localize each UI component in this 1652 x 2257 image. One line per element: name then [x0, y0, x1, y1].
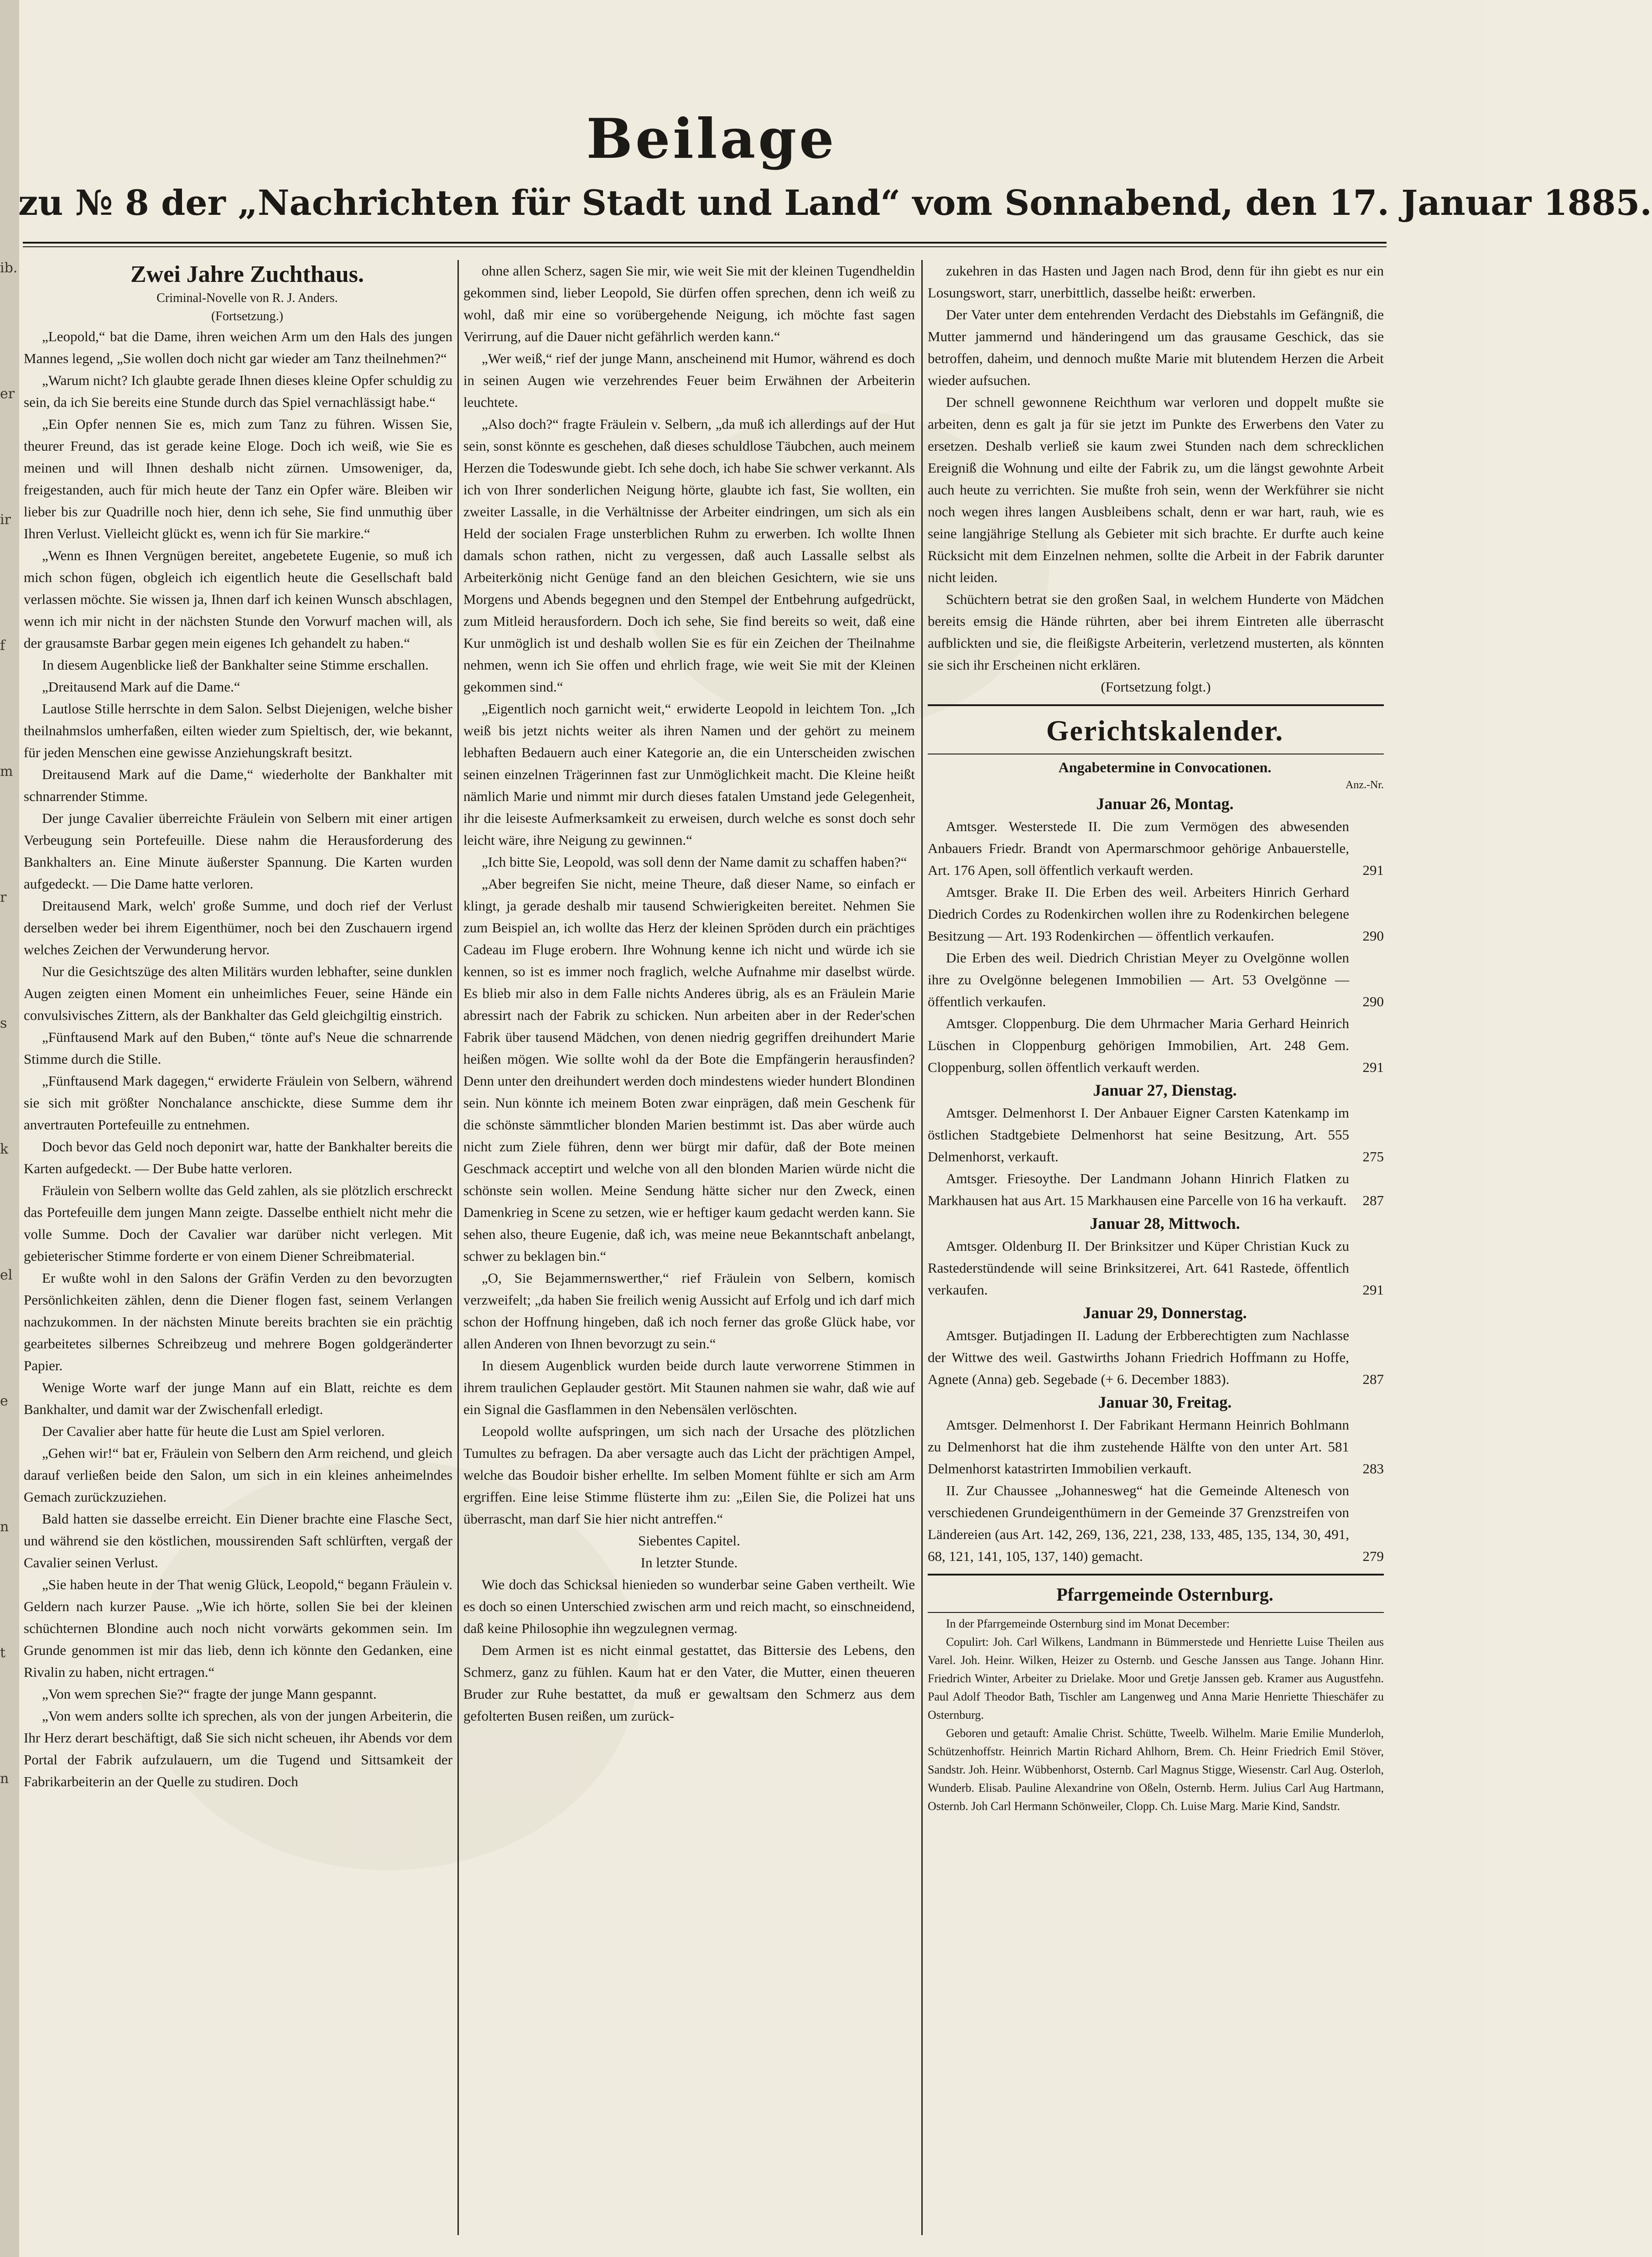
story-paragraph: „Ich bitte Sie, Leopold, was soll denn der Name damit zu schaffen haben?“: [482, 854, 907, 870]
calendar-entry-number: 279: [1362, 1548, 1384, 1564]
story-paragraph: Der Cavalier aber hatte für heute die Lust am Spiel verloren.: [42, 1423, 385, 1439]
story-paragraph: „Gehen wir!“ bat er, Fräulein von Selbern den Arm reichend, und gleich darauf verließen beide den Salon, um sich in ein kleines anheimelndes Gemach zurückzuziehen.: [24, 1445, 452, 1505]
right-column: [928, 260, 1384, 2235]
adjacent-page-fragment: ir: [0, 512, 11, 528]
story-paragraph: Der schnell gewonnene Reichthum war verloren und doppelt mußte sie arbeiten, denn es galt ja für sie jetzt im Punkte des Erwerbens den Vater zu ersetzen. Deshalb verließ sie kaum zwei Stunden nach dem schrecklichen Ereigniß die Wohnung und eilte der Fabrik zu, um die längst gewohnte Arbeit auch heute zu verrichten. Sie mußte froh sein, wenn der Werkführer sie nicht noch wegen ihres langen Ausbleibens schalt, denn er war hart, rauh, wie es seine langjährige Stellung als Gebieter mit sich brachte. Er durfte auch keine Rücksicht mit dem Einzelnen nehmen, sollte die Arbeit in der Fabrik darunter nicht leiden.: [928, 394, 1384, 585]
story-paragraph: Er wußte wohl in den Salons der Gräfin Verden zu den bevorzugten Persönlichkeiten zählen, denn die Diener flogen fast, seinem Verlangen nachzukommen. In der nächsten Minute bereits brachten sie ein prächtig gearbeitetes silbernes Schreibzeug und mehrere Bogen goldgeränderter Papier.: [24, 1270, 452, 1373]
supplement-subtitle: zu № 8 der „Nachrichten für Stadt und Land“ vom Sonnabend, den 17. Januar 1885.: [18, 182, 1652, 223]
story-paragraph: „Also doch?“ fragte Fräulein v. Selbern, „da muß ich allerdings auf der Hut sein, sonst könnte es geschehen, daß dieses schuldlose Täubchen, auch meinem Herzen die Todeswunde giebt. Ich sehe doch, ich habe Sie schwer verkannt. Als ich von Ihrer sonderlichen Neigung hörte, glaubte ich fast, Sie wollten, ein zweiter Lassalle, in die Verhältnisse der Arbeiter eindringen, um sich als ein Held der socialen Frage unsterblichen Ruhm zu erwerben. Ich wollte Ihnen damals schon rathen, nicht zu vergessen, daß auch Lassalle selbst als Arbeiterkönig nicht Genüge fand an den bleichen Gesichtern, wie sie uns Morgens und Abends begegnen und den Stempel der Entbehrung aufgedrückt, zum Mitleid herausfordern. Doch ich sehe, Sie find bereits so weit, daß eine Kur unmöglich ist und deshalb wollen Sie es für ein Zeichen der Theilnahme nehmen, wenn ich Sie offen und ehrlich frage, wie weit Sie mit der Kleinen gekommen sind.“: [463, 416, 915, 695]
adjacent-page-fragment: n: [0, 1771, 9, 1787]
story-paragraph: Wie doch das Schicksal hienieden so wunderbar seine Gaben vertheilt. Wie es doch so einen Unterschied zwischen arm und reich macht, so einschneidend, daß keine Philosophie ihn wegzulegnen vermag.: [463, 1576, 915, 1636]
calendar-entry: [928, 1414, 1384, 1480]
section-rule: [928, 704, 1384, 706]
parish-copulated: Copulirt: Joh. Carl Wilkens, Landmann in Bümmerstede und Henriette Luise Theilen aus Varel. Joh. Heinr. Wilken, Heizer zu Osternb. und Gesche Janssen aus Tange. Johann Hinr. Friedrich Winter, Arbeiter zu Drielake. Moor und Gretje Janssen geb. Kramer aus Augustfehn. Paul Adolf Theodor Bath, Tischler am Langenweg und Anna Marie Henriette Thieschäfer zu Osternburg.: [928, 1635, 1384, 1721]
story-paragraph: „Leopold,“ bat die Dame, ihren weichen Arm um den Hals des jungen Mannes legend, „Sie wollen doch nicht gar wieder am Tanz theilnehmen?“: [24, 328, 452, 366]
calendar-entry-number: 287: [1362, 1371, 1384, 1387]
adjacent-page-fragment: r: [0, 889, 7, 905]
supplement-title: Beilage: [586, 107, 837, 171]
story-paragraph: In letzter Stunde.: [640, 1555, 738, 1571]
calendar-entry-text: II. Zur Chaussee „Johannesweg“ hat die Gemeinde Altenesch von verschiedenen Grundeigenthümern in der Gemeinde 37 Grenzstreifen von Ländereien (aus Art. 142, 269, 136, 221, 238, 133, 485, 135, 134, 30, 491, 68, 121, 141, 105, 137, 140) gemacht.: [928, 1482, 1349, 1564]
story-paragraph: zukehren in das Hasten und Jagen nach Brod, denn für ihn giebt es nur ein Losungswort, starr, unerbittlich, dasselbe heißt: erwerben.: [928, 263, 1384, 301]
header-rule: [23, 242, 1387, 244]
calendar-entry-number: 283: [1362, 1461, 1384, 1477]
adjacent-page-fragment: er: [0, 386, 15, 402]
story-paragraph: „Sie haben heute in der That wenig Glück, Leopold,“ begann Fräulein v. Geldern nach kurzer Pause. „Wie ich hörte, sollen Sie bei der kleinen schüchternen Blondine auch noch nicht vorwärts gekommen sein. Im Grunde genommen ist mir das lieb, denn ich könnte den Gedanken, eine Rivalin zu haben, nicht ertragen.“: [24, 1576, 452, 1680]
story-paragraph: „Dreitausend Mark auf die Dame.“: [42, 679, 240, 695]
column-divider: [457, 260, 459, 2235]
calendar-entry-text: Amtsger. Delmenhorst I. Der Fabrikant Hermann Heinrich Bohlmann zu Delmenhorst hat die ihm zustehende Hälfte von den unter Art. 581 Delmenhorst katastrirten Immobilien verkauft.: [928, 1417, 1349, 1477]
story-paragraph: Siebentes Capitel.: [638, 1533, 740, 1549]
story-column-1: [24, 260, 452, 2235]
parish-born: Geboren und getauft: Amalie Christ. Schütte, Tweelb. Wilhelm. Marie Emilie Munderloh, Schützenhoffstr. Heinrich Martin Richard Ahlhorn, Brem. Ch. Heinr Friedrich Emil Stöver, Sandstr. Joh. Heinr. Wübbenhorst, Osternb. Carl Magnus Stigge, Wiesenstr. Carl Aug. Osterloh, Wunderb. Elisab. Pauline Alexandrine von Oßeln, Osternb. Herm. Julius Carl Aug Hartmann, Osternb. Joh Carl Hermann Schönweiler, Clopp. Ch. Luise Marg. Marie Kind, Sandstr.: [928, 1727, 1384, 1813]
adjacent-page-fragment: n: [0, 1519, 9, 1535]
story-paragraph: Leopold wollte aufspringen, um sich nach der Ursache des plötzlichen Tumultes zu befragen. Da aber versagte auch das Licht der prächtigen Ampel, welche das Boudoir bisher erhellte. Im selben Moment fühlte er sich am Arm ergriffen. Eine leise Stimme flüsterte ihm zu: „Eilen Sie, die Polizei hat uns überrascht, man darf Sie hier nicht antreffen.“: [463, 1423, 915, 1527]
story-paragraph: „Wenn es Ihnen Vergnügen bereitet, angebetete Eugenie, so muß ich mich schon fügen, obgleich ich eigentlich heute die Gesellschaft bald verlassen möchte. Sie wissen ja, Ihnen darf ich keinen Wunsch abschlagen, wenn ich mir nicht in der nächsten Stunde den Vorwurf machen will, als der grausamste Barbar gegen mein eigenes Ich gehandelt zu haben.“: [24, 547, 452, 651]
parish-intro: In der Pfarrgemeinde Osternburg sind im Monat December:: [946, 1617, 1230, 1630]
story-paragraph: Nur die Gesichtszüge des alten Militärs wurden lebhafter, seine dunklen Augen zeigten einen Moment ein unheimliches Feuer, seine Hände ein convulsivisches Zittern, als der Bankhalter das Geld gleichgiltig einstrich.: [24, 963, 452, 1023]
adjacent-page-fragment: k: [0, 1141, 9, 1157]
story-paragraph: „Von wem sprechen Sie?“ fragte der junge Mann gespannt.: [42, 1686, 377, 1702]
story-paragraph: Schüchtern betrat sie den großen Saal, in welchem Hunderte von Mädchen bereits emsig die Hände rührten, aber bei ihrem Eintreten alle überrascht aufblickten und sie, die fleißigste Arbeiterin, verletzend musterten, als könnten sie sich ihr Erscheinen nicht erklären.: [928, 591, 1384, 673]
story-paragraph: Dreitausend Mark, welch' große Summe, und doch rief der Verlust derselben weder bei ihrem Eigenthümer, noch bei den Zuschauern irgend welches Zeichen der Verwunderung hervor.: [24, 898, 452, 957]
parish-rule: [928, 1612, 1384, 1613]
calendar-entry: [928, 1235, 1384, 1301]
story-column-1-text: [24, 326, 452, 1793]
column-divider: [921, 260, 923, 2235]
header-rule-thin: [23, 246, 1387, 247]
story-paragraph: Lautlose Stille herrschte in dem Salon. Selbst Diejenigen, welche bisher theilnahmslos umherfaßen, eilten wieder zum Spieltisch, der, wie bekannt, für jeden Menschen eine gewisse Anziehungskraft besitzt.: [24, 701, 452, 760]
calendar-date-heading: Januar 30, Freitag.: [1098, 1393, 1232, 1411]
calendar-entry: [928, 1013, 1384, 1078]
adjacent-page-fragment: ib.: [0, 260, 18, 276]
story-paragraph: In diesem Augenblicke ließ der Bankhalter seine Stimme erschallen.: [42, 657, 429, 673]
calendar-subtitle: Angabetermine in Convocationen.: [1058, 759, 1272, 775]
adjacent-page-fragment: f: [0, 638, 5, 654]
calendar-date-heading: Januar 26, Montag.: [1096, 795, 1234, 813]
calendar-entry-number: 291: [1362, 1059, 1384, 1075]
calendar-entry: [928, 1325, 1384, 1390]
story-paragraph: „Von wem anders sollte ich sprechen, als von der jungen Arbeiterin, die Ihr Herz derart beschäftigt, daß Sie sich nicht scheuen, ihr Abends vor dem Portal der Fabrik aufzulauern, um die Tugend und Sittsamkeit der Fabrikarbeiterin an der Quelle zu studiren. Doch: [24, 1708, 452, 1789]
story-paragraph: „Eigentlich noch garnicht weit,“ erwiderte Leopold in leichtem Ton. „Ich weiß bis jetzt nichts weiter als ihren Namen und der gehört zu meinem lebhaften Bedauern auch einer Kategorie an, die ein Unterscheiden zwischen seinen einzelnen Trägerinnen fast zur Unmöglichkeit macht. Die Kleine heißt nämlich Marie und nimmt mir durch dieses fatalen Umstand jede Gelegenheit, ihr die leiseste Aufmerksamkeit zu erweisen, durch welche es sonst doch sehr leicht wäre, ihre Neigung zu gewinnen.“: [463, 701, 915, 848]
story-paragraph: (Fortsetzung folgt.): [1101, 679, 1211, 695]
adjacent-page-fragment: t: [0, 1645, 6, 1661]
calendar-entry-text: Amtsger. Friesoythe. Der Landmann Johann Hinrich Flatken zu Markhausen hat aus Art. 15 Markhausen eine Parcelle von 16 ha verkauft.: [928, 1170, 1349, 1208]
story-continued: (Fortsetzung.): [211, 309, 283, 323]
story-paragraph: Fräulein von Selbern wollte das Geld zahlen, als sie plötzlich erschreckt das Portefeuille dem jungen Mann zeigte. Dasselbe enthielt nicht mehr die volle Summe. Doch der Cavalier war darüber nicht verlegen. Mit gebieterischer Stimme forderte er von einem Diener Schreibmaterial.: [24, 1182, 452, 1264]
story-paragraph: Der Vater unter dem entehrenden Verdacht des Diebstahls im Gefängniß, die Mutter jammernd und händeringend um das grausame Geschick, das sie betroffen, daheim, und dennoch mußte Marie mit blutendem Herzen die Arbeit wieder aufsuchen.: [928, 307, 1384, 388]
calendar-entry-number: 275: [1362, 1149, 1384, 1165]
calendar-entry-number: 290: [1362, 993, 1384, 1009]
calendar-date-heading: Januar 28, Mittwoch.: [1090, 1214, 1240, 1233]
story-column-2: [463, 260, 915, 2235]
calendar-entries: [928, 792, 1384, 1567]
calendar-date-heading: Januar 27, Dienstag.: [1093, 1081, 1237, 1099]
section-rule: [928, 1574, 1384, 1576]
parish-title: Pfarrgemeinde Osternburg.: [1056, 1584, 1273, 1605]
story-paragraph: „Wer weiß,“ rief der junge Mann, anscheinend mit Humor, während es doch in seinen Augen wie verzehrendes Feuer beim Erwähnen der Arbeiterin leuchtete.: [463, 350, 915, 410]
calendar-entry: [928, 947, 1384, 1013]
story-title: Zwei Jahre Zuchthaus.: [130, 261, 364, 287]
calendar-title: Gerichtskalender.: [1046, 714, 1284, 747]
story-paragraph: Dreitausend Mark auf die Dame,“ wiederholte der Bankhalter mit schnarrender Stimme.: [24, 766, 452, 804]
story-column-2-text: [463, 260, 915, 1727]
calendar-entry: [928, 1102, 1384, 1168]
story-paragraph: Der junge Cavalier überreichte Fräulein von Selbern mit einer artigen Verbeugung sein Portefeuille. Diese nahm die Herausforderung des Bankhalters an. Eine Minute äußerster Spannung. Die Karten wurden aufgedeckt. — Die Dame hatte verloren.: [24, 810, 452, 892]
adjacent-page-fragment: s: [0, 1015, 7, 1031]
story-paragraph: „Ein Opfer nennen Sie es, mich zum Tanz zu führen. Wissen Sie, theurer Freund, das ist gerade keine Eloge. Doch ich weiß, wie Sie es meinen und will Ihnen deshalb nicht zürnen. Umsoweniger, da, freigestanden, auch für mich heute der Tanz ein Opfer wäre. Bleiben wir lieber bis zur Quadrille noch hier, denn ich sehe, Sie find unmuthig über Ihren Verlust. Vielleicht glückt es, wenn ich für Sie markire.“: [24, 416, 452, 541]
adjacent-page-fragment: m: [0, 764, 13, 780]
calendar-number-header: Anz.-Nr.: [1345, 779, 1384, 791]
story-paragraph: Dem Armen ist es nicht einmal gestattet, das Bittersie des Lebens, den Schmerz, ganz zu fühlen. Kaum hat er den Vater, die Mutter, einen theueren Bruder zur Ruhe bestattet, da muß er gewaltsam den Schmerz aus dem gefolterten Busen reißen, um zurück-: [463, 1642, 915, 1724]
story-byline: Criminal-Novelle von R. J. Anders.: [156, 291, 338, 305]
calendar-entry: [928, 881, 1384, 947]
adjacent-page-fragment: e: [0, 1393, 8, 1409]
calendar-entry-number: 290: [1362, 928, 1384, 944]
story-paragraph: Wenige Worte warf der junge Mann auf ein Blatt, reichte es dem Bankhalter, und damit war der Zwischenfall erledigt.: [24, 1379, 452, 1417]
calendar-entry-text: Amtsger. Butjadingen II. Ladung der Erbberechtigten zum Nachlasse der Wittwe des weil. Gastwirths Johann Friedrich Hoffmann zu Hoffe, Agnete (Anna) geb. Segebade (+ 6. December 1883).: [928, 1327, 1349, 1387]
story-paragraph: „Warum nicht? Ich glaubte gerade Ihnen dieses kleine Opfer schuldig zu sein, da ich Sie bereits eine Stunde durch das Spiel vernachlässigt habe.“: [24, 372, 452, 410]
calendar-date-heading: Januar 29, Donnerstag.: [1083, 1304, 1247, 1322]
calendar-entry-text: Amtsger. Oldenburg II. Der Brinksitzer und Küper Christian Kuck zu Rastederstündende will seine Brinksitzerei, Art. 641 Rastede, öffentlich verkaufen.: [928, 1238, 1349, 1298]
adjacent-page-edge: [0, 0, 19, 2257]
story-paragraph: In diesem Augenblick wurden beide durch laute verworrene Stimmen in ihrem traulichen Geplauder gestört. Mit Staunen nahmen sie wahr, daß wie auf ein Signal die Gasflammen in den Nebensälen verlöschten.: [463, 1357, 915, 1417]
calendar-entry-text: Amtsger. Westerstede II. Die zum Vermögen des abwesenden Anbauers Friedr. Brandt von Apermarschmoor gehörige Anbauerstelle, Art. 176 Apen, soll öffentlich verkauft werden.: [928, 818, 1349, 878]
calendar-entry-text: Amtsger. Brake II. Die Erben des weil. Arbeiters Hinrich Gerhard Diedrich Cordes zu Rodenkirchen wollen ihre zu Rodenkirchen belegene Besitzung — Art. 193 Rodenkirchen — öffentlich verkaufen.: [928, 884, 1349, 944]
story-paragraph: „Fünftausend Mark dagegen,“ erwiderte Fräulein von Selbern, während sie sich mit größter Nonchalance anschickte, diese Summe dem ihr anvertrauten Portefeuille zu entnehmen.: [24, 1073, 452, 1133]
story-paragraph: Doch bevor das Geld noch deponirt war, hatte der Bankhalter bereits die Karten aufgedeckt. — Der Bube hatte verloren.: [24, 1139, 452, 1176]
story-paragraph: Bald hatten sie dasselbe erreicht. Ein Diener brachte eine Flasche Sect, und während sie den köstlichen, moussirenden Saft schlürften, vergaß der Cavalier seinen Verlust.: [24, 1511, 452, 1571]
calendar-entry-number: 291: [1362, 1282, 1384, 1298]
calendar-entry: [928, 816, 1384, 881]
calendar-entry-number: 287: [1362, 1192, 1384, 1208]
story-column-3-text: [928, 260, 1384, 698]
story-paragraph: ohne allen Scherz, sagen Sie mir, wie weit Sie mit der kleinen Tugendheldin gekommen sind, lieber Leopold, Sie dürfen offen sprechen, denn ich weiß zu wohl, daß mir eine so vorübergehende Neigung, ich möchte fast sagen Verirrung, auf die Dauer nicht gefährlich werden kann.“: [463, 263, 915, 344]
calendar-entry: [928, 1168, 1384, 1212]
story-paragraph: „Fünftausend Mark auf den Buben,“ tönte auf's Neue die schnarrende Stimme durch die Stille.: [24, 1029, 452, 1067]
masthead: [27, 109, 1396, 169]
adjacent-page-fragment: el: [0, 1267, 13, 1283]
calendar-entry-number: 291: [1362, 862, 1384, 878]
calendar-entry-text: Amtsger. Cloppenburg. Die dem Uhrmacher Maria Gerhard Heinrich Lüschen in Cloppenburg gehörigen Immobilien, Art. 248 Gem. Cloppenburg, sollen öffentlich verkauft werden.: [928, 1015, 1349, 1075]
story-paragraph: „Aber begreifen Sie nicht, meine Theure, daß dieser Name, so einfach er klingt, ja gerade deshalb mir tausend Schwierigkeiten bereitet. Nehmen Sie zum Beispiel an, ich wollte das Herz der kleinen Spröden durch ein prächtiges Cadeau im Fluge erobern. Ihre Wohnung kenne ich nicht und würde ich sie kennen, so ist es immer noch fraglich, welche Aufnahme mir daselbst würde. Es blieb mir also in dem Falle nichts Anderes übrig, als es an Fräulein Marie abressirt nach der Fabrik zu schicken. Nun arbeiten aber in der Reder'schen Fabrik über tausend Mädchen, von denen niedrig gegriffen dreihundert Marie heißen mögen. Wie sollte wohl da der Bote die Empfängerin herausfinden? Denn unter den dreihundert werden doch mindestens wieder hundert Blondinen sein. Nun könnte ich meinem Boten zwar einprägen, daß mein Geschenk für die schönste sämmtlicher blonden Marien bestimmt ist. Das aber würde auch nicht zum Ziele führen, denn wer bürgt mir dafür, daß der Bote meinen Geschmack acceptirt und welche von all den blonden Marien würde nicht die schönste sein wollen. Meine Sendung hätte sicher nur den Zweck, einen Damenkrieg in Scene zu setzen, wie er heftiger kaum gedacht werden kann. Sie sehen also, theure Eugenie, daß ich, was meine neue Bekanntschaft anbelangt, schwer zu beklagen bin.“: [463, 876, 915, 1264]
calendar-entry: [928, 1480, 1384, 1567]
story-paragraph: „O, Sie Bejammernswerther,“ rief Fräulein von Selbern, komisch verzweifelt; „da haben Sie freilich wenig Aussicht auf Erfolg und ich darf mich schon der Hoffnung hingeben, daß ich noch ferner das große Glück habe, vor allen Anderen von Ihnen bevorzugt zu sein.“: [463, 1270, 915, 1352]
calendar-entry-text: Die Erben des weil. Diedrich Christian Meyer zu Ovelgönne wollen ihre zu Ovelgönne belegenen Immobilien — Art. 53 Ovelgönne — öffentlich verkaufen.: [928, 950, 1349, 1009]
adjacent-page-fragments: [0, 255, 19, 1892]
calendar-entry-text: Amtsger. Delmenhorst I. Der Anbauer Eigner Carsten Katenkamp im östlichen Stadtgebiete Delmenhorst hat seine Besitzung, Art. 555 Delmenhorst, verkauft.: [928, 1105, 1349, 1165]
